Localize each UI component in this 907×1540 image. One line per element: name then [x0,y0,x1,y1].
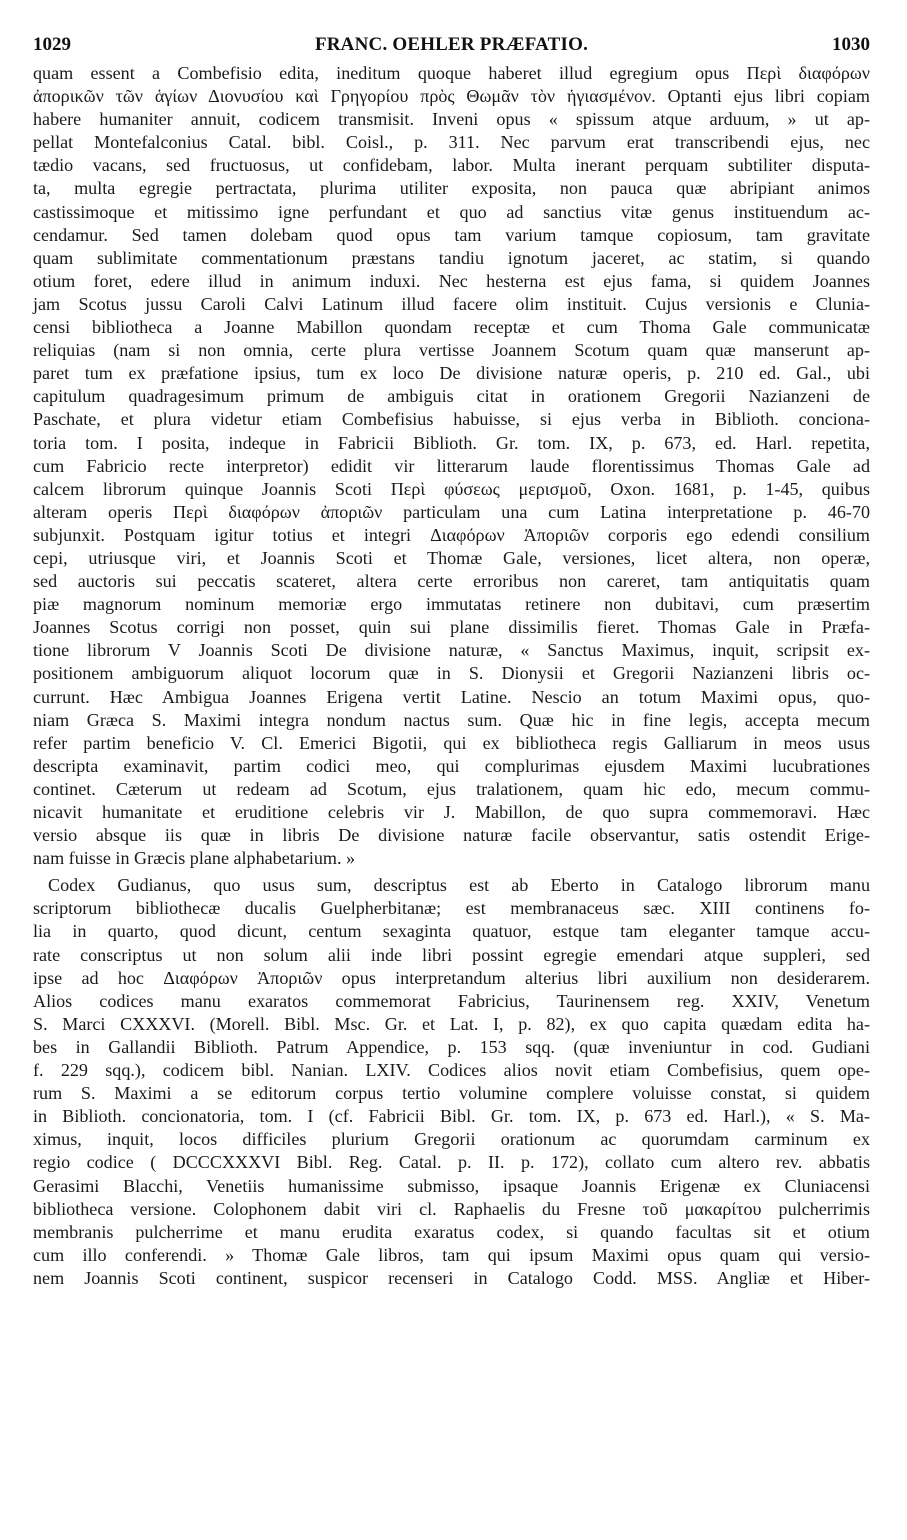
text-line: tædio vacans, sed fructuosus, ut confidebam, labor. Multa inerant perquam subtiliter disputa- [33,155,870,176]
running-title: FRANC. OEHLER PRÆFATIO. [314,34,589,55]
right-page-number: 1030 [832,34,870,55]
text-line: continet. Cæterum ut redeam ad Scotum, ejus tralationem, quam hic edo, mecum commu- [33,778,870,799]
text-line: cepi, utriusque viri, et Joannis Scoti et Thomæ Gale, versiones, licet altera, non operæ, [33,547,870,568]
text-line: castissimoque et mitissimo igne perfundant et quo ad sanctius vitæ genus instituendum ac- [33,201,870,222]
text-line: descripta examinavit, partim codici meo, qui complurimas ejusdem Maximi lucubrationes [33,755,870,776]
paragraph [33,874,870,1290]
left-page-number: 1029 [33,34,71,55]
text-line: niam Græca S. Maximi integra nondum nactus sum. Quæ hic in fine legis, accepta mecum [33,709,870,730]
text-line: reliquias (nam si non omnia, certe plura vertisse Joannem Scotum quam quæ manserunt ap- [33,340,870,361]
text-line: cum Fabricio recte interpretor) edidit vir litterarum laude florentissimus Thomas Gale ad [33,455,870,476]
text-line: paret tum ex præfatione ipsius, tum ex loco De divisione naturæ operis, p. 210 ed. Gal., ubi [33,363,870,384]
text-line: quam essent a Combefisio edita, ineditum quoque haberet illud egregium opus Περὶ διαφόρων [33,63,870,83]
text-line: subjunxit. Postquam igitur totius et integri Διαφόρων Ἀποριῶν corporis ego edendi consilium [33,524,870,545]
text-line: f. 229 sqq.), codicem bibl. Nanian. LXIV. Codices alios novit etiam Combefisius, quem ope- [33,1060,870,1081]
text-line: censi bibliotheca a Joanne Mabillon quondam receptæ et cum Thoma Gale communicatæ [33,317,870,338]
text-line: rate conscriptus ut non solum alii inde libri possint egregie emendari atque suppleri, sed [33,944,870,965]
text-line: piæ magnorum nominum memoriæ ergo immutatas retinere non dubitavi, cum præsertim [33,594,870,615]
text-line: Joannes Scotus corrigi non posset, quin sui plane dissimilis fieret. Thomas Gale in Præfa- [33,617,870,638]
text-line: bes in Gallandii Biblioth. Patrum Appendice, p. 153 sqq. (quæ inveniuntur in cod. Gudiani [33,1036,870,1057]
text-line: cum illo conferendi. » Thomæ Gale libros, tam qui ipsum Maximi opus quam qui versio- [33,1244,870,1265]
text-line: scriptorum bibliothecæ ducalis Guelpherbitanæ; est membranaceus sæc. XIII continens fo- [33,898,870,919]
body-text [33,62,870,1290]
text-line: ximus, inquit, locos difficiles plurium Gregorii orationum ac quorumdam carminum ex [33,1129,870,1150]
text-line: refer partim beneficio V. Cl. Emerici Bigotii, qui ex bibliotheca regis Galliarum in meos usus [33,732,870,753]
text-line: positionem ambiguorum aliquot locorum quæ in S. Dionysii et Gregorii Nazianzeni libris oc- [33,663,870,684]
text-line: bibliotheca versione. Colophonem dabit viri cl. Raphaelis du Fresne τοῦ μακαρίτου pulcherrimis [33,1198,870,1219]
text-line: lia in quarto, quod dicunt, centum sexaginta quatuor, estque tam eleganter tamque accu- [33,921,870,942]
text-line: regio codice ( DCCCXXXVI Bibl. Reg. Catal. p. II. p. 172), collato cum altero rev. abbatis [33,1152,870,1173]
text-line: quam sublimitate commentationum præstans tandiu ignotum jaceret, ac statim, si quando [33,247,870,268]
text-line: Gerasimi Blacchi, Venetiis humanissime submisso, ipsaque Joannis Erigenæ ex Cluniacensi [33,1175,870,1196]
text-line: currunt. Hæc Ambigua Joannes Erigena vertit Latine. Nescio an totum Maximi opus, quo- [33,686,870,707]
text-line: jam Scotus jussu Caroli Calvi Latinum illud facere olim instituit. Cujus versionis e Clunia- [33,293,870,314]
text-line: ἀπορικῶν τῶν ἁγίων Διονυσίου καὶ Γρηγορίου πρὸς Θωμᾶν τὸν ἡγιασμένον. Optanti ejus libri copiam [33,86,870,107]
text-line: Alios codices manu exaratos commemorat Fabricius, Taurinensem reg. XXIV, Venetum [33,990,870,1011]
text-line: calcem librorum quinque Joannis Scoti Περὶ φύσεως μερισμοῦ, Oxon. 1681, p. 1-45, quibus [33,478,870,499]
text-line: in Biblioth. concionatoria, tom. I (cf. Fabricii Bibl. Gr. tom. IX, p. 673 ed. Harl.), « S. Ma- [33,1106,870,1127]
text-line: cendamur. Sed tamen dolebam quod opus tam varium tamque copiosum, tam gravitate [33,224,870,245]
text-line: habere humaniter annuit, codicem transmisit. Inveni opus « spissum atque arduum, » ut ap- [33,109,870,130]
text-line: S. Marci CXXXVI. (Morell. Bibl. Msc. Gr. et Lat. I, p. 82), ex quo capita quædam edita ha- [33,1013,870,1034]
text-line: sed auctoris sui peccatis scateret, altera certe erroribus non careret, tam antiquitatis quam [33,571,870,592]
text-line: ta, multa egregie pertractata, plurima utiliter exposita, non pauca quæ abripiant animos [33,178,870,199]
text-line: membranis pulcherrime et manu erudita exaratus codex, si quando facultas sit et otium [33,1221,870,1242]
text-line: capitulum quadragesimum primum de ambiguis citat in orationem Gregorii Nazianzeni de [33,386,870,407]
text-line: toria tom. I posita, indeque in Fabricii Biblioth. Gr. tom. IX, p. 673, ed. Harl. repetita, [33,432,870,453]
text-line: alteram operis Περὶ διαφόρων ἀποριῶν particulam una cum Latina interpretatione p. 46-70 [33,501,870,522]
text-line: Paschate, et plura videtur etiam Combefisius habuisse, si ejus verba in Biblioth. conciona- [33,409,870,430]
text-line: nam fuisse in Græcis plane alphabetarium. » [33,848,356,869]
text-line: pellat Montefalconius Catal. bibl. Coisl., p. 311. Nec parvum erat transcribendi ejus, nec [33,132,870,153]
text-line: nem Joannis Scoti continent, suspicor recenseri in Catalogo Codd. MSS. Angliæ et Hiber- [33,1267,870,1288]
running-header [33,34,870,58]
paragraph [33,62,870,870]
text-line: rum S. Maximi a se editorum corpus tertio volumine complere voluisse constat, si quidem [33,1083,870,1104]
text-line: versio absque iis quæ in libris De divisione naturæ facile observantur, satis ostendit Erige- [33,825,870,846]
text-line: tione librorum V Joannis Scoti De divisione naturæ, « Sanctus Maximus, inquit, scripsit ex- [33,640,870,661]
text-line: otium foret, edere illud in animum induxi. Nec hesterna est ejus fama, si quidem Joannes [33,270,870,291]
text-line: nicavit humanitate et eruditione celebris vir J. Mabillon, de quo supra commemoravi. Hæc [33,802,870,822]
text-line: Codex Gudianus, quo usus sum, descriptus est ab Eberto in Catalogo librorum manu [48,875,870,896]
text-line: ipse ad hoc Διαφόρων Ἀποριῶν opus interpretandum alterius libri auxilium non desiderarem. [33,967,870,988]
